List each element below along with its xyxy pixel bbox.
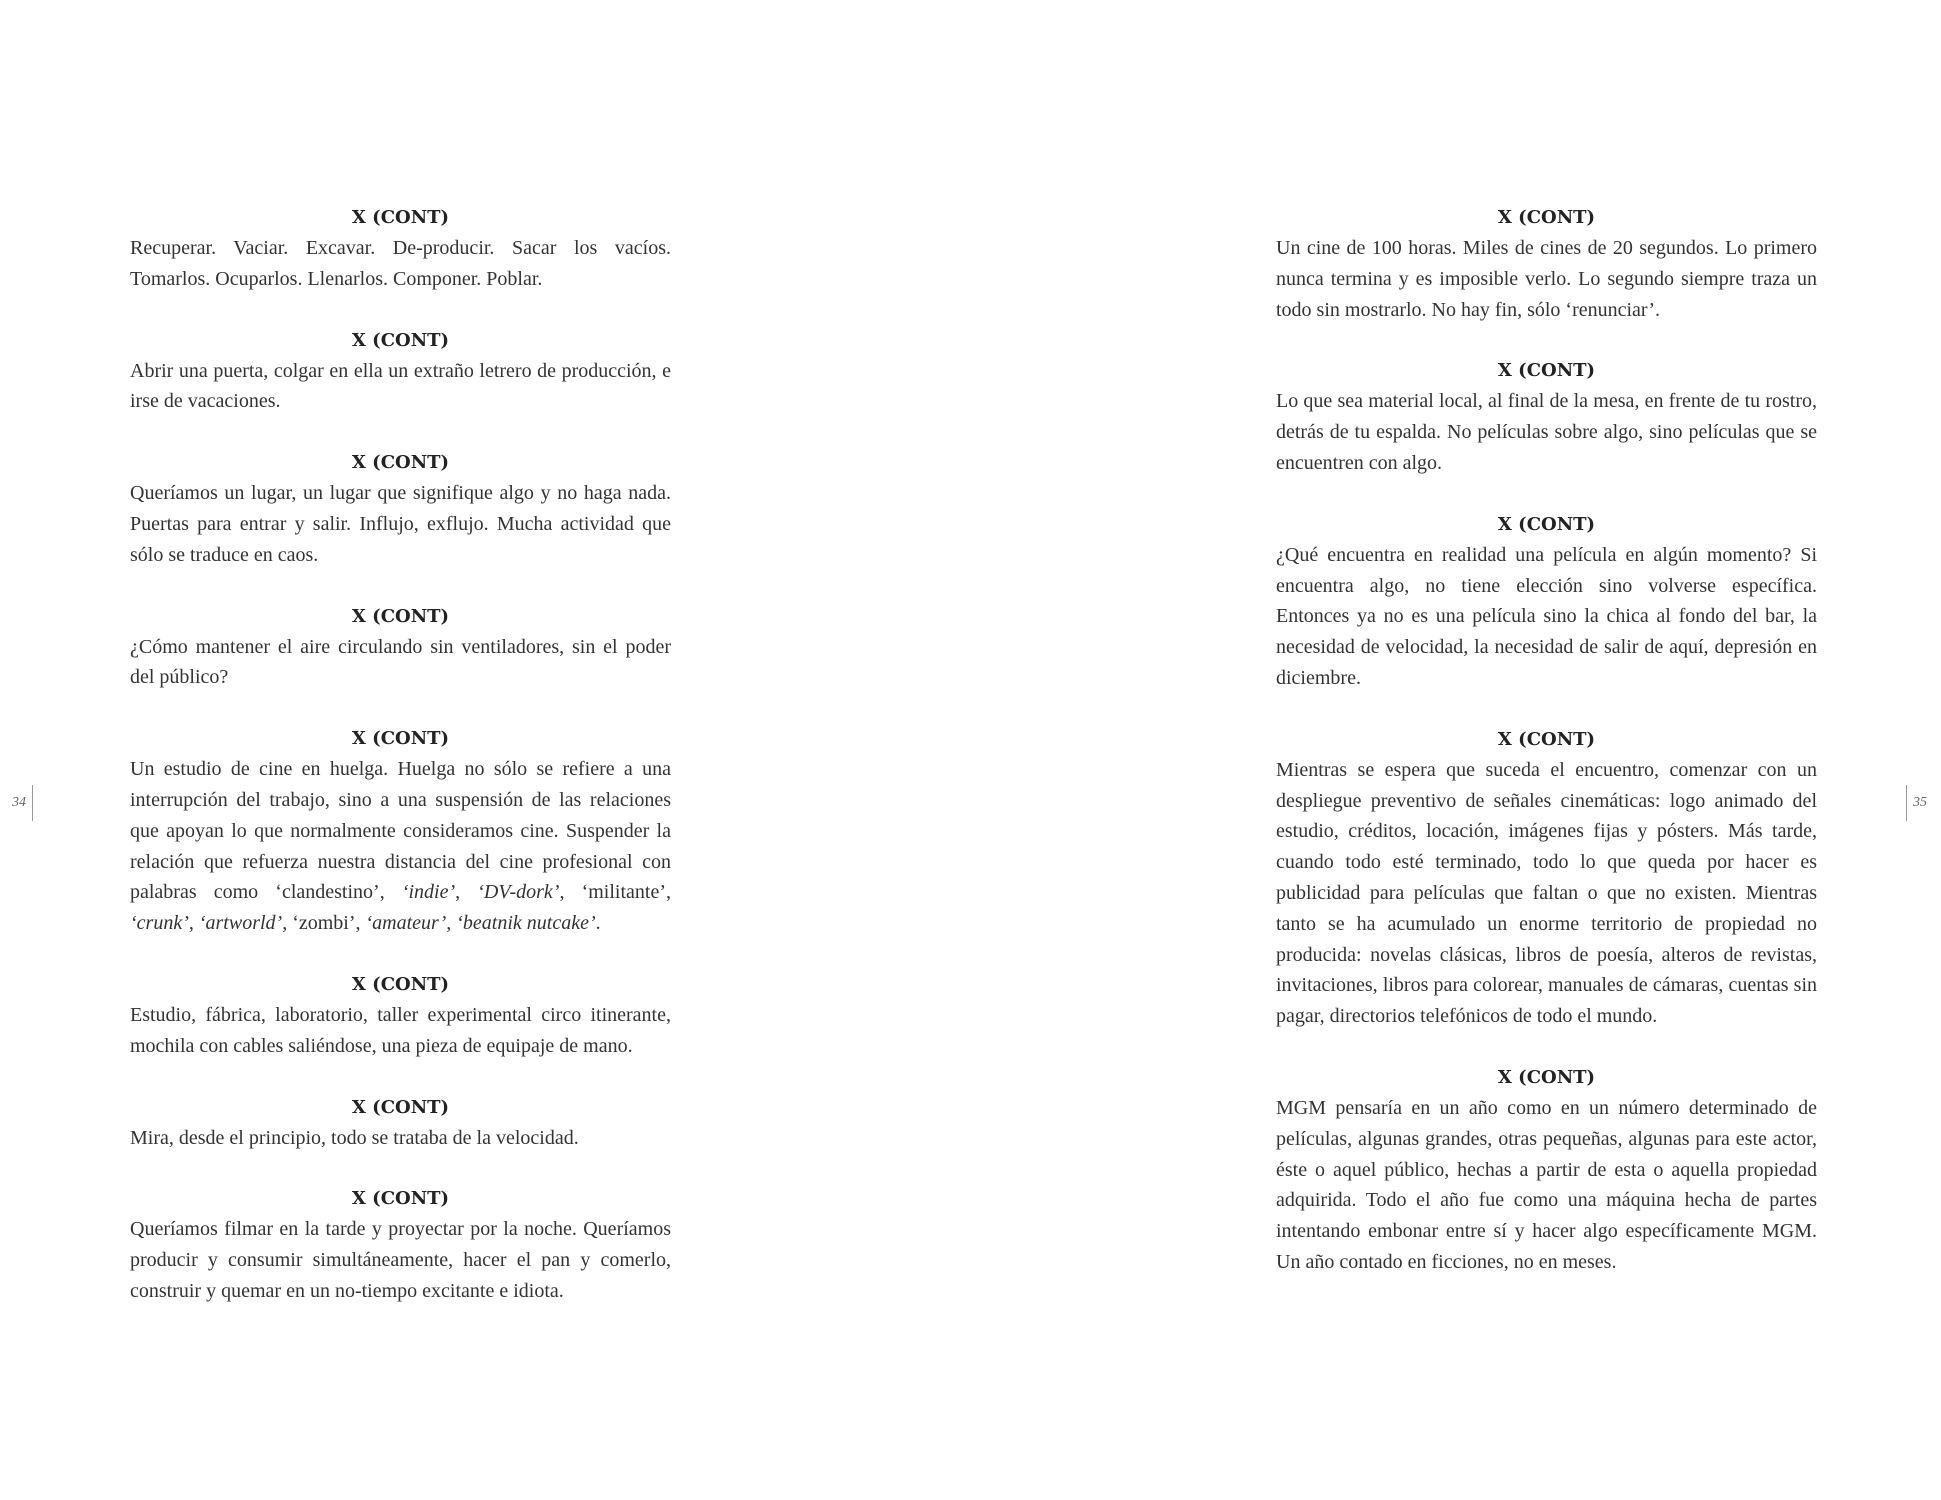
speaker-name: X — [351, 973, 366, 995]
dialogue-text: Mientras se espera que suceda el encuentro, comenzar con un despliegue preventivo de señales cinemáticas: logo animado del estudio, créditos, locación, imágenes fijas y pósters. Más tarde, cuando todo esté terminado, todo lo que queda por hacer es publicidad para películas que faltan o que no existen. Mientras tanto se ha acumulado un enorme territorio de propiedad no producida: novelas clásicas, libros de poesía, alteros de revistas, invitaciones, libros para colorear, manuales de cámaras, cuentas sin pagar, directorios telefónicos de todo el mundo. — [1276, 758, 1817, 1028]
speaker-heading — [1276, 1062, 1817, 1093]
speaker-heading — [130, 969, 671, 1000]
speaker-heading — [130, 1092, 671, 1123]
dialogue-text: Abrir una puerta, colgar en ella un extraño letrero de producción, e irse de vacaciones. — [130, 359, 671, 413]
speaker-name: X — [351, 1188, 366, 1210]
dialogue-block — [1276, 724, 1817, 1032]
speaker-heading — [130, 723, 671, 754]
speaker-suffix: (CONT) — [372, 1096, 450, 1118]
dialogue-block — [130, 601, 671, 694]
term: ‘zombi’ — [292, 912, 356, 935]
speaker-suffix: (CONT) — [372, 1188, 450, 1210]
dialogue-block — [130, 447, 671, 570]
dialogue-text: Queríamos un lugar, un lugar que signifique algo y no haga nada. Puertas para entrar y salir. Influjo, exflujo. Mucha actividad que sólo se traduce en caos. — [130, 482, 671, 566]
dialogue-text-main: Un estudio de cine en huelga. Huelga no sólo se refiere a una interrupción del trabajo, sino a una suspensión de las relaciones que apoyan lo que normalmente consideramos cine. Suspender la relación que refuerza nuestra distancia del cine profesional con palabras como ‘clandestino’, — [130, 758, 671, 904]
dialogue-text: Un estudio de cine en huelga. Huelga no sólo se refiere a una interrupción del trabajo, sino a una suspensión de las relaciones que apoyan lo que normalmente consideramos cine. Suspender la relación que refuerza nuestra distancia del cine profesional con palabras como ‘clandestino’, ‘indie’, ‘DV-dork’, ‘militante’, ‘crunk’, ‘artworld’, ‘zombi’, ‘amateur’, ‘beatnik nutcake’. — [130, 758, 672, 935]
speaker-suffix: (CONT) — [372, 728, 450, 750]
speaker-suffix: (CONT) — [372, 452, 450, 474]
speaker-name: X — [1497, 513, 1512, 535]
term-italic: ‘amateur’ — [365, 912, 447, 935]
speaker-suffix: (CONT) — [1518, 728, 1596, 750]
speaker-heading — [130, 325, 671, 356]
right-text-column — [1276, 202, 1817, 1308]
dialogue-block — [1276, 1062, 1817, 1278]
dialogue-text: ¿Qué encuentra en realidad una película en algún momento? Si encuentra algo, no tiene elección sino volverse específica. Entonces ya no es una película sino la chica al fondo del bar, la necesidad de velocidad, la necesidad de salir de aquí, depresión en diciembre. — [1276, 543, 1817, 689]
speaker-name: X — [1497, 207, 1512, 228]
page-number: 34 — [12, 795, 26, 810]
term-italic: ‘artworld’ — [198, 912, 283, 935]
speaker-name: X — [351, 605, 366, 627]
term-italic: ‘crunk’ — [130, 912, 189, 935]
speaker-name: X — [1497, 728, 1512, 750]
speaker-heading — [130, 202, 671, 233]
speaker-suffix: (CONT) — [372, 973, 450, 995]
speaker-heading — [1276, 355, 1817, 386]
speaker-suffix: (CONT) — [372, 605, 450, 627]
dialogue-text: Recuperar. Vaciar. Excavar. De-producir. Sacar los vacíos. Tomarlos. Ocuparlos. Llenarlos. Componer. Poblar. — [130, 237, 671, 290]
dialogue-text: Mira, desde el principio, todo se trataba de la velocidad. — [130, 1126, 579, 1149]
speaker-name: X — [351, 728, 366, 750]
speaker-suffix: (CONT) — [1518, 513, 1596, 535]
page-number-right — [1906, 785, 1927, 821]
term-italic: ‘DV-dork’ — [477, 881, 560, 904]
folio-divider — [1906, 785, 1907, 821]
dialogue-block — [1276, 509, 1817, 694]
term-italic: ‘beatnik nutcake’ — [456, 912, 596, 935]
speaker-heading — [1276, 202, 1817, 233]
speaker-suffix: (CONT) — [372, 207, 450, 228]
speaker-name: X — [1497, 1066, 1512, 1088]
dialogue-text: Queríamos filmar en la tarde y proyectar por la noche. Queríamos producir y consumir simultáneamente, hacer el pan y comerlo, construir y quemar en un no-tiempo excitante e idiota. — [130, 1218, 671, 1302]
speaker-heading — [130, 601, 671, 632]
term-italic: ‘indie’ — [401, 881, 456, 904]
speaker-suffix: (CONT) — [1518, 207, 1596, 228]
speaker-heading — [130, 1183, 671, 1214]
folio-divider — [32, 785, 33, 821]
dialogue-block — [130, 969, 671, 1062]
term: ‘militante’ — [581, 881, 667, 904]
page-number: 35 — [1913, 795, 1927, 810]
left-page — [0, 0, 970, 1500]
dialogue-block — [130, 1092, 671, 1154]
speaker-name: X — [351, 207, 366, 228]
dialogue-block — [1276, 355, 1817, 478]
speaker-heading — [1276, 724, 1817, 755]
speaker-suffix: (CONT) — [372, 329, 450, 351]
speaker-name: X — [351, 452, 366, 474]
speaker-heading — [1276, 509, 1817, 540]
dialogue-block — [130, 325, 671, 418]
dialogue-block — [130, 202, 671, 295]
dialogue-block — [1276, 202, 1817, 325]
dialogue-block — [130, 723, 671, 939]
speaker-name: X — [351, 329, 366, 351]
dialogue-text: Lo que sea material local, al final de la mesa, en frente de tu rostro, detrás de tu espalda. No películas sobre algo, sino películas que se encuentren con algo. — [1276, 390, 1817, 474]
right-page — [971, 0, 1941, 1500]
dialogue-text: Estudio, fábrica, laboratorio, taller experimental circo itinerante, mochila con cables saliéndose, una pieza de equipaje de mano. — [130, 1003, 671, 1057]
speaker-name: X — [1497, 360, 1512, 382]
page-number-left — [12, 785, 33, 821]
speaker-name: X — [351, 1096, 366, 1118]
speaker-suffix: (CONT) — [1518, 360, 1596, 382]
speaker-suffix: (CONT) — [1518, 1066, 1596, 1088]
left-text-column — [130, 202, 671, 1337]
dialogue-block — [130, 1183, 671, 1306]
dialogue-text: ¿Cómo mantener el aire circulando sin ventiladores, sin el poder del público? — [130, 635, 671, 689]
dialogue-text: Un cine de 100 horas. Miles de cines de 20 segundos. Lo primero nunca termina y es imposible verlo. Lo segundo siempre traza un todo sin mostrarlo. No hay fin, sólo ‘renunciar’. — [1276, 237, 1817, 321]
speaker-heading — [130, 447, 671, 478]
dialogue-text: MGM pensaría en un año como en un número determinado de películas, algunas grandes, otras pequeñas, algunas para este actor, éste o aquel público, hechas a partir de esta o aquella propiedad adquirida. Todo el año fue como una máquina hecha de partes intentando embonar entre sí y hacer algo específicamente MGM. Un año contado en ficciones, no en meses. — [1276, 1096, 1817, 1273]
